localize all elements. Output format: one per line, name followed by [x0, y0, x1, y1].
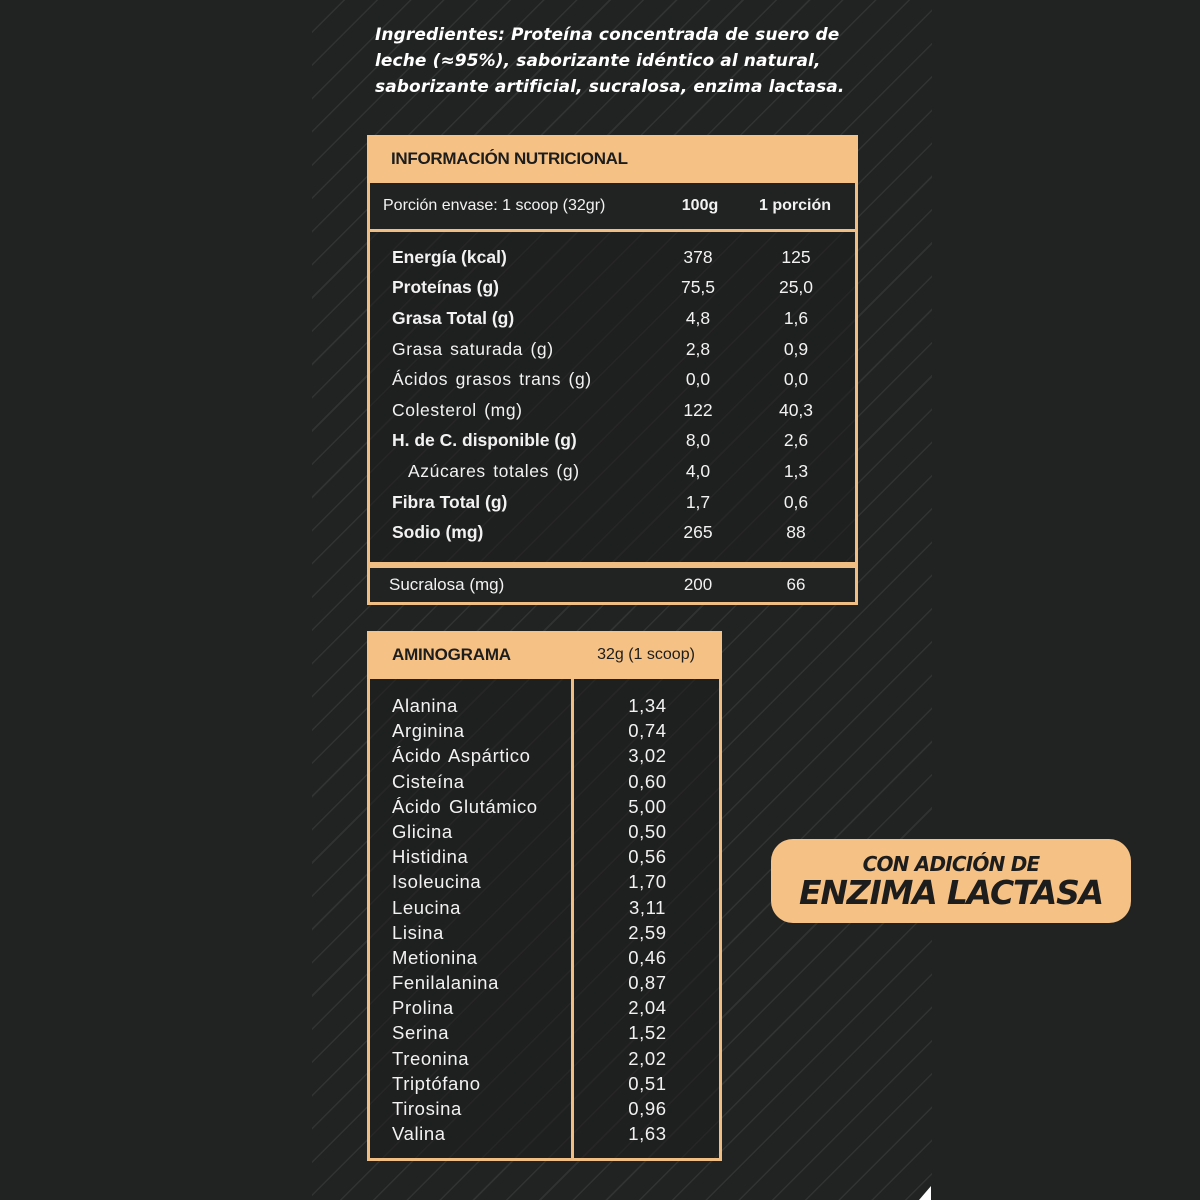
nutrient-per100: 1,7 [685, 491, 711, 512]
corner-triangle-mark [919, 1186, 931, 1200]
nutrient-per100: 0,0 [685, 369, 711, 390]
nutrient-per100: 265 [683, 522, 713, 543]
amino-acid-value: 0,96 [628, 1098, 667, 1119]
amino-acid-name: Histidina [392, 846, 469, 868]
amino-acid-name: Cisteína [392, 770, 465, 792]
amino-acid-name: Arginina [392, 720, 465, 742]
column-header-portion: 1 porción [758, 197, 831, 214]
nutrition-rows [367, 232, 858, 565]
nutrition-row [370, 303, 855, 334]
aminogram-column-header: 32g (1 scoop) [597, 646, 695, 663]
amino-acid-name: Treonina [392, 1047, 470, 1069]
amino-acid-value: 2,59 [628, 921, 667, 943]
nutrition-row [370, 242, 855, 273]
nutrition-row [370, 487, 855, 518]
nutrient-portion: 25,0 [778, 277, 814, 298]
serving-size-label: Porción envase: 1 scoop (32gr) [383, 197, 606, 214]
nutrient-portion: 40,3 [778, 399, 814, 420]
aminogram-header [367, 631, 722, 679]
extra-label: Sucralosa (mg) [389, 574, 505, 594]
nutrient-portion: 88 [786, 522, 806, 543]
badge-line-2: ENZIMA LACTASA [799, 873, 1103, 912]
amino-acid-name: Leucina [392, 896, 462, 918]
nutrient-per100: 4,0 [685, 460, 711, 481]
column-header-100g: 100g [681, 197, 719, 214]
amino-acid-value: 1,70 [628, 871, 667, 893]
nutrient-per100: 4,8 [685, 307, 711, 328]
nutrient-label: Grasa Total (g) [392, 307, 515, 328]
amino-acid-value: 0,74 [628, 720, 667, 742]
amino-acid-value: 1,34 [628, 695, 667, 716]
amino-acid-value: 3,11 [628, 896, 667, 918]
nutrient-label: Energía (kcal) [392, 246, 507, 267]
amino-acid-value: 0,50 [628, 820, 667, 842]
ingredients-text: Ingredientes: Proteína concentrada de suero de leche (≈95%), saborizante idéntico al natural, saborizante artificial, sucralosa, enzima lactasa. [375, 25, 845, 97]
nutrition-row [370, 456, 855, 487]
amino-acid-name: Prolina [392, 997, 454, 1019]
amino-acid-name: Triptófano [392, 1072, 481, 1094]
amino-acid-name: Tirosina [392, 1098, 462, 1119]
nutrition-row [370, 426, 855, 457]
nutrient-per100: 122 [683, 399, 713, 420]
aminogram-table [367, 631, 722, 1161]
nutrient-label: Proteínas (g) [392, 277, 499, 298]
nutrition-row [370, 273, 855, 304]
nutrition-row [370, 395, 855, 426]
badge-line-1: CON ADICIÓN DE [862, 852, 1040, 876]
column-divider [571, 679, 574, 1158]
aminogram-body [367, 679, 722, 1161]
nutrition-extra-row [367, 568, 858, 605]
nutrient-per100: 75,5 [680, 277, 716, 298]
nutrient-label: Colesterol (mg) [392, 399, 523, 420]
nutrition-row [370, 517, 855, 548]
nutrient-label: Azúcares totales (g) [408, 460, 580, 481]
nutrition-title: INFORMACIÓN NUTRICIONAL [367, 135, 858, 183]
nutrient-per100: 378 [683, 246, 713, 267]
nutrient-portion: 0,6 [783, 491, 809, 512]
nutrient-portion: 1,6 [783, 307, 809, 328]
amino-acid-name: Metionina [392, 946, 478, 968]
nutrient-per100: 2,8 [685, 338, 711, 359]
nutrient-label: Ácidos grasos trans (g) [392, 369, 592, 390]
nutrition-row [370, 364, 855, 395]
amino-acid-value: 2,04 [628, 997, 667, 1019]
amino-acid-values [574, 693, 719, 1146]
nutrient-label: Fibra Total (g) [392, 491, 508, 512]
amino-acid-value: 2,02 [628, 1047, 667, 1069]
amino-acid-value: 1,63 [628, 1123, 667, 1145]
nutrient-per100: 8,0 [685, 430, 711, 451]
extra-per100: 200 [683, 574, 713, 594]
amino-acid-value: 0,87 [628, 972, 667, 994]
nutrition-row [370, 334, 855, 365]
amino-acid-value: 3,02 [628, 745, 667, 767]
amino-acid-name: Serina [392, 1022, 450, 1044]
amino-acid-name: Alanina [392, 695, 458, 716]
aminogram-title: AMINOGRAMA [392, 645, 511, 664]
amino-acid-name: Fenilalanina [392, 972, 499, 994]
amino-acid-value: 0,60 [628, 770, 667, 792]
amino-acid-value: 1,52 [628, 1022, 667, 1044]
amino-acid-value: 5,00 [628, 795, 667, 817]
amino-acid-name: Ácido Glutámico [392, 795, 538, 817]
amino-acid-value: 0,51 [628, 1072, 667, 1094]
nutrition-header-row [367, 183, 858, 232]
nutrient-label: Grasa saturada (g) [392, 338, 554, 359]
nutrient-label: Sodio (mg) [392, 522, 484, 543]
amino-acid-name: Valina [392, 1123, 446, 1145]
amino-acid-value: 0,56 [628, 846, 667, 868]
lactase-badge [771, 839, 1131, 923]
nutrient-label: H. de C. disponible (g) [392, 430, 577, 451]
amino-acid-name: Isoleucina [392, 871, 482, 893]
amino-acid-name: Lisina [392, 921, 444, 943]
nutrient-portion: 0,0 [783, 369, 809, 390]
nutrition-facts-table [367, 135, 858, 605]
amino-acid-names [370, 693, 574, 1146]
nutrient-portion: 125 [781, 246, 811, 267]
amino-acid-name: Glicina [392, 820, 453, 842]
extra-portion: 66 [786, 574, 806, 594]
nutrient-portion: 1,3 [783, 460, 809, 481]
amino-acid-name: Ácido Aspártico [392, 745, 531, 767]
amino-acid-value: 0,46 [628, 946, 667, 968]
nutrient-portion: 2,6 [783, 430, 809, 451]
nutrient-portion: 0,9 [783, 338, 809, 359]
